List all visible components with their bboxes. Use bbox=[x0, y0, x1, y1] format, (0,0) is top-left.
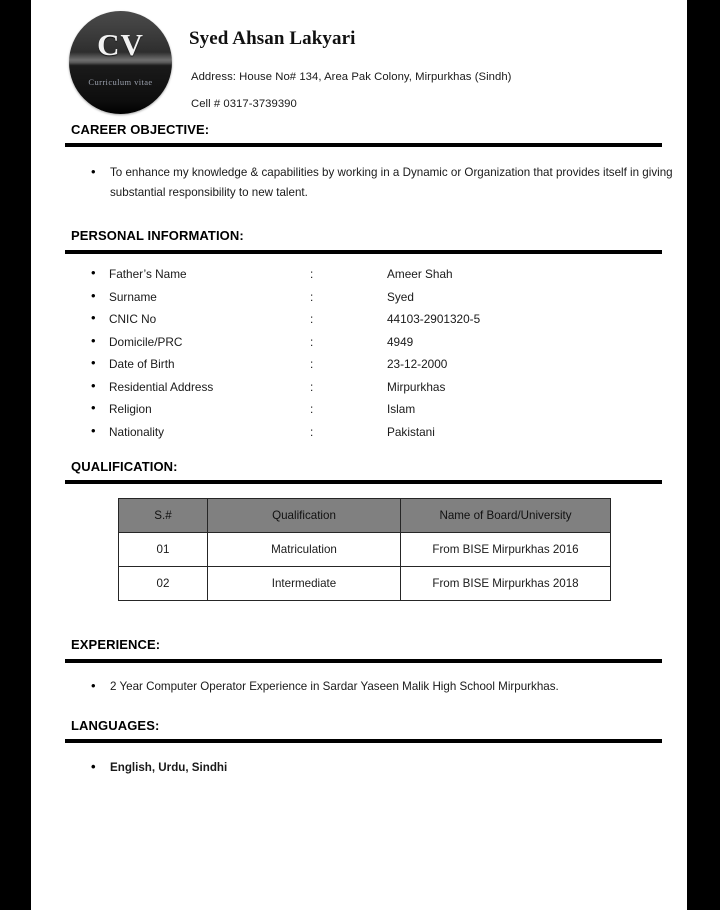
info-value: 44103-2901320-5 bbox=[387, 312, 481, 326]
section-personal-information bbox=[31, 228, 687, 447]
column-header-serial: S.# bbox=[119, 499, 208, 533]
info-label: • CNIC No bbox=[109, 312, 157, 326]
section-divider bbox=[65, 739, 662, 743]
table-header-row bbox=[119, 499, 611, 533]
cv-badge-logo bbox=[69, 11, 172, 114]
section-heading-career-objective: CAREER OBJECTIVE: bbox=[71, 122, 210, 137]
section-divider bbox=[65, 659, 662, 663]
info-label: • Surname bbox=[109, 289, 157, 304]
info-label: • Religion bbox=[109, 402, 152, 416]
info-value: Islam bbox=[387, 402, 416, 416]
resume-page bbox=[31, 0, 687, 910]
info-row bbox=[31, 380, 687, 403]
info-separator: : bbox=[310, 357, 314, 371]
qualification-table bbox=[118, 498, 611, 601]
table-cell-board: From BISE Mirpurkhas 2016 bbox=[401, 533, 611, 567]
column-header-qualification: Qualification bbox=[208, 499, 401, 533]
section-heading-personal-information: PERSONAL INFORMATION: bbox=[71, 228, 244, 243]
info-row bbox=[31, 357, 687, 380]
languages-list bbox=[31, 758, 687, 778]
info-separator: : bbox=[310, 402, 314, 416]
info-separator: : bbox=[310, 424, 314, 439]
cv-badge-title: CV bbox=[97, 27, 144, 62]
info-row bbox=[31, 290, 687, 313]
list-item: • 2 Year Computer Operator Experience in Sardar Yaseen Malik High School Mirpurkhas. bbox=[31, 677, 687, 697]
section-divider bbox=[65, 480, 662, 484]
info-value: Mirpurkhas bbox=[387, 379, 446, 394]
section-heading-languages: LANGUAGES: bbox=[71, 718, 160, 733]
section-divider bbox=[65, 143, 662, 147]
column-header-board: Name of Board/University bbox=[401, 499, 611, 533]
info-label: • Date of Birth bbox=[109, 357, 175, 371]
info-label: • Domicile/PRC bbox=[109, 334, 183, 349]
info-value: Ameer Shah bbox=[387, 267, 453, 281]
info-value: 23-12-2000 bbox=[387, 357, 448, 371]
info-separator: : bbox=[310, 334, 314, 349]
list-item: • To enhance my knowledge & capabilities by working in a Dynamic or Organization that provides itself in giving substantial responsibility to new talent. bbox=[31, 163, 687, 203]
info-separator: : bbox=[310, 289, 314, 304]
candidate-name: Syed Ahsan Lakyari bbox=[189, 28, 356, 49]
info-row bbox=[31, 425, 687, 448]
info-row bbox=[31, 267, 687, 290]
list-item: • English, Urdu, Sindhi bbox=[31, 758, 687, 778]
section-career-objective bbox=[31, 122, 687, 203]
table-cell-qualification: Intermediate bbox=[208, 567, 401, 601]
career-objective-list bbox=[31, 163, 687, 203]
table-cell-serial: 01 bbox=[119, 533, 208, 567]
info-value: Syed bbox=[387, 289, 414, 304]
table-cell-qualification: Matriculation bbox=[208, 533, 401, 567]
resume-header bbox=[31, 0, 687, 122]
info-label: • Nationality bbox=[109, 424, 165, 439]
section-divider bbox=[65, 250, 662, 254]
experience-list bbox=[31, 677, 687, 697]
table-row bbox=[119, 567, 611, 601]
section-experience bbox=[31, 637, 687, 697]
info-separator: : bbox=[310, 267, 314, 281]
section-languages bbox=[31, 718, 687, 778]
info-value: Pakistani bbox=[387, 424, 435, 439]
info-value: 4949 bbox=[387, 334, 414, 349]
table-row bbox=[119, 533, 611, 567]
info-row bbox=[31, 335, 687, 358]
table-cell-board: From BISE Mirpurkhas 2018 bbox=[401, 567, 611, 601]
candidate-phone: Cell # 0317-3739390 bbox=[191, 98, 297, 110]
info-label: • Father’s Name bbox=[109, 267, 187, 281]
info-row bbox=[31, 312, 687, 335]
info-label: • Residential Address bbox=[109, 379, 214, 394]
table-cell-serial: 02 bbox=[119, 567, 208, 601]
info-row bbox=[31, 402, 687, 425]
candidate-address: Address: House No# 134, Area Pak Colony, Mirpurkhas (Sindh) bbox=[191, 71, 512, 83]
info-separator: : bbox=[310, 312, 314, 326]
section-heading-experience: EXPERIENCE: bbox=[71, 637, 161, 652]
section-heading-qualification: QUALIFICATION: bbox=[71, 459, 178, 474]
info-separator: : bbox=[310, 379, 314, 394]
cv-badge-subtitle: Curriculum vitae bbox=[88, 77, 153, 87]
section-qualification bbox=[31, 459, 687, 601]
personal-information-list bbox=[31, 267, 687, 447]
